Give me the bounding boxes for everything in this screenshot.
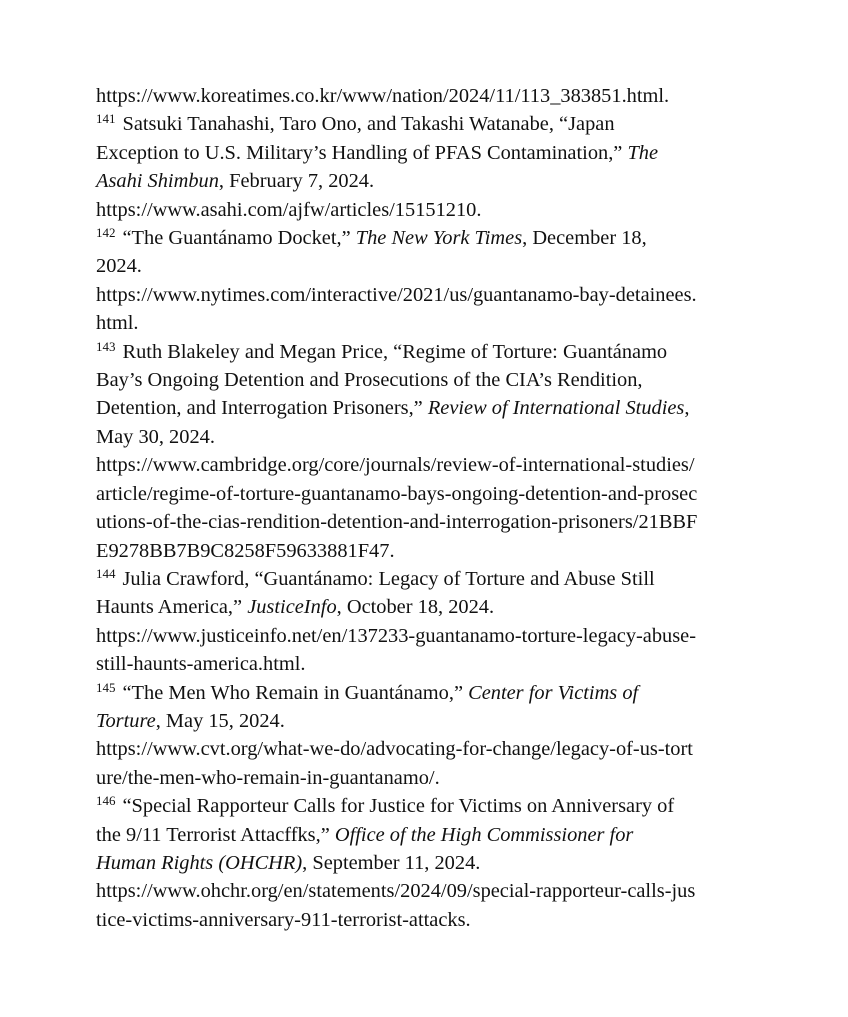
footnote-url: ure/the-men-who-remain-in-guantanamo/. (96, 766, 440, 789)
footnote-url: article/regime-of-torture-guantanamo-bays-ongoing-detention-and-prosec (96, 482, 698, 505)
footnote-text-line (96, 593, 762, 621)
footnote-url-line (96, 196, 762, 224)
footnote-url: tice-victims-anniversary-911-terrorist-attacks. (96, 908, 471, 931)
footnote-text: , February 7, 2024. (218, 170, 375, 193)
footnote-text: the 9/11 Terrorist Attacffks,” (96, 823, 335, 846)
publication-title: Torture (96, 709, 156, 732)
footnote-text: Detention, and Interrogation Prisoners,” (96, 397, 428, 420)
footnote-number: 144 (96, 565, 116, 581)
footnote-start-line (96, 565, 762, 593)
footnote-text-line (96, 366, 762, 394)
footnote-start-line (96, 224, 762, 252)
footnote-url-line (96, 309, 762, 337)
footnote-text-line (96, 167, 762, 195)
footnote-url: https://www.cvt.org/what-we-do/advocating-for-change/legacy-of-us-tort (96, 738, 693, 761)
footnote-text: , September 11, 2024. (302, 851, 481, 874)
footnote-url-line (96, 537, 762, 565)
footnote-text: , October 18, 2024. (336, 596, 495, 619)
footnote-url: utions-of-the-cias-rendition-detention-and-interrogation-prisoners/21BBF (96, 511, 698, 534)
footnote-url: https://www.cambridge.org/core/journals/review-of-international-studies/ (96, 454, 695, 477)
footnote-url-line (96, 508, 762, 536)
footnote-url: html. (96, 312, 139, 335)
footnote-url-line (96, 281, 762, 309)
footnote-text-line (96, 821, 762, 849)
footnote-start-line (96, 338, 762, 366)
footnote-text: , (684, 397, 690, 420)
publication-title: JusticeInfo (247, 596, 337, 619)
footnote-url: https://www.justiceinfo.net/en/137233-guantanamo-torture-legacy-abuse- (96, 624, 697, 647)
footnote-lines (96, 82, 762, 934)
footnote-text: “Special Rapporteur Calls for Justice for Victims on Anniversary of (122, 795, 675, 818)
footnote-number: 146 (96, 793, 116, 809)
footnote-text: 2024. (96, 255, 142, 278)
footnote-url: E9278BB7B9C8258F59633881F47. (96, 539, 395, 562)
footnote-text-line (96, 707, 762, 735)
footnote-url-line (96, 622, 762, 650)
publication-title: Office of the High Commissioner for (334, 823, 634, 846)
footnote-start-line (96, 679, 762, 707)
footnote-url-line (96, 82, 762, 110)
footnote-number: 141 (96, 111, 116, 127)
footnote-text: Ruth Blakeley and Megan Price, “Regime of Torture: Guantánamo (122, 340, 668, 363)
publication-title: Review of International Studies (427, 397, 685, 420)
footnote-start-line (96, 792, 762, 820)
footnote-text: Haunts America,” (96, 596, 248, 619)
publication-title: Asahi Shimbun (96, 170, 219, 193)
footnote-text: , May 15, 2024. (155, 709, 285, 732)
footnote-text-line (96, 139, 762, 167)
footnote-url: https://www.koreatimes.co.kr/www/nation/2024/11/113_383851.html. (96, 85, 670, 107)
footnote-url-line (96, 650, 762, 678)
publication-title: The (627, 141, 659, 164)
footnote-url: https://www.asahi.com/ajfw/articles/15151210. (96, 198, 482, 221)
footnote-text: Exception to U.S. Military’s Handling of PFAS Contamination,” (96, 141, 628, 164)
footnote-text-line (96, 252, 762, 280)
footnote-text: “The Men Who Remain in Guantánamo,” (122, 681, 469, 704)
footnote-url-line (96, 451, 762, 479)
footnote-url-line (96, 480, 762, 508)
publication-title: Human Rights (OHCHR) (96, 851, 303, 874)
footnote-text-line (96, 423, 762, 451)
publication-title: Center for Victims of (468, 681, 639, 704)
footnote-url-line (96, 764, 762, 792)
footnote-url: https://www.nytimes.com/interactive/2021/us/guantanamo-bay-detainees. (96, 283, 697, 306)
footnote-url-line (96, 906, 762, 934)
footnote-url-line (96, 735, 762, 763)
footnote-text-line (96, 394, 762, 422)
footnote-text: “The Guantánamo Docket,” (122, 227, 356, 250)
footnote-text: , December 18, (522, 227, 647, 250)
footnote-text-line (96, 849, 762, 877)
footnote-url-line (96, 877, 762, 905)
footnote-text: Julia Crawford, “Guantánamo: Legacy of Torture and Abuse Still (122, 567, 655, 590)
footnote-url: https://www.ohchr.org/en/statements/2024/09/special-rapporteur-calls-jus (96, 880, 696, 903)
footnote-text: Bay’s Ongoing Detention and Prosecutions of the CIA’s Rendition, (96, 369, 643, 392)
publication-title: The New York Times (355, 227, 523, 250)
footnote-start-line (96, 110, 762, 138)
footnotes-page (96, 82, 762, 934)
footnote-text: Satsuki Tanahashi, Taro Ono, and Takashi Watanabe, “Japan (122, 113, 615, 136)
footnote-text: May 30, 2024. (96, 425, 215, 448)
footnote-url: still-haunts-america.html. (96, 653, 306, 676)
footnote-number: 142 (96, 225, 116, 241)
footnote-number: 143 (96, 338, 116, 354)
footnote-number: 145 (96, 679, 116, 695)
